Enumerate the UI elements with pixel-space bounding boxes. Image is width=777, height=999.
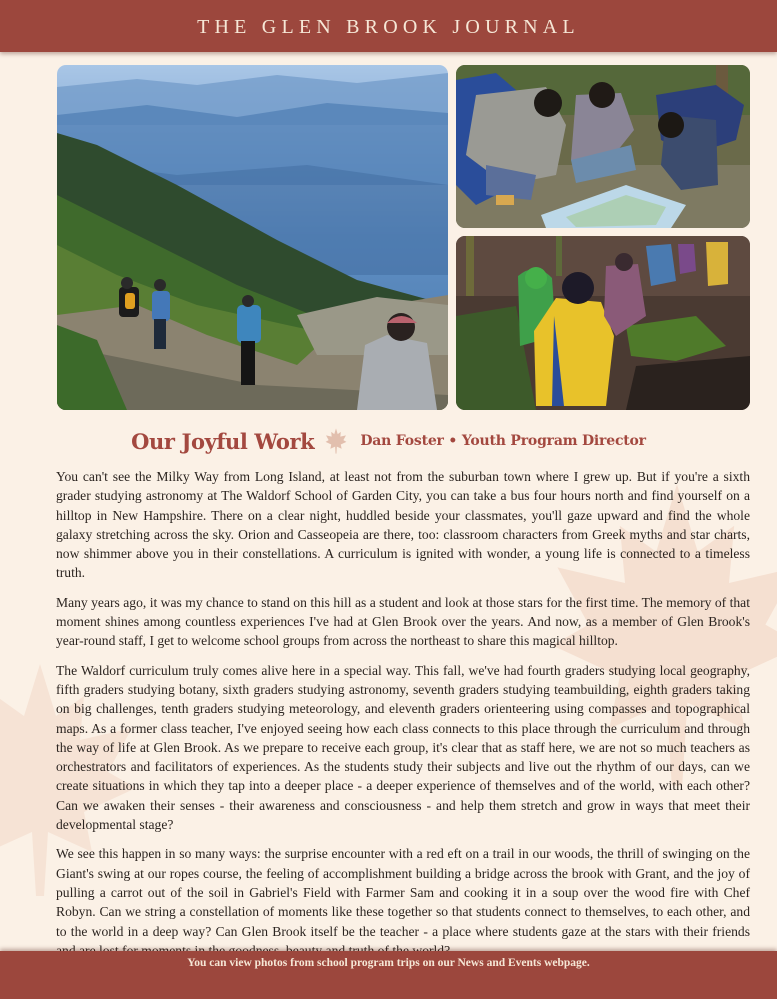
children-stream-photo-image xyxy=(456,236,750,410)
footer-note: You can view photos from school program trips on our News and Events webpage. xyxy=(187,957,590,969)
maple-leaf-icon xyxy=(324,428,348,454)
publication-title: THE GLEN BROOK JOURNAL xyxy=(197,15,580,38)
author-byline: Dan Foster • Youth Program Director xyxy=(360,433,646,449)
article-body xyxy=(56,467,750,999)
article-paragraph: You can't see the Milky Way from Long Island, at least not from the suburban town where I grew up. But if you're a sixth grader studying astronomy at The Waldorf School of Garden City, you can take a bus four hours north and find yourself on a hilltop in New Hampshire. There on a clear night, huddled beside your classmates, you'll gaze upward and find the whole galaxy stretching across the sky. Orion and Casseopeia are there, too: classroom characters from Greek myths and star charts, now shimmer above you in their constellations. A curriculum is ignited with wonder, a young life is connected to a timeless truth. xyxy=(56,469,750,581)
article-paragraph: The Waldorf curriculum truly comes alive here in a special way. This fall, we've had fourth graders studying local geography, fifth graders studying botany, sixth graders studying astronomy, seventh graders studying teambuilding, eighth graders taking on big challenges, tenth graders studying meteorology, and eleventh graders orienteering using compasses and topographical maps. As a former class teacher, I've enjoyed seeing how each class connects to this place through the curriculum and through the way of life at Glen Brook. As we prepare to receive each group, it's clear that as staff here, we are not so much teachers as orchestrators and facilitators of experiences. As the students study their subjects and live out the rhythm of our days, can we create situations in which they tap into a deeper place - a deeper experience of themselves and of the world, with each other? Can we awaken their senses - their awareness and consciousness - and help them stretch and grow in ways that meet their developmental stage? xyxy=(56,662,750,833)
article-title: Our Joyful Work xyxy=(131,428,315,454)
article-header xyxy=(0,424,777,458)
article-paragraph: Many years ago, it was my chance to stand on this hill as a student and look at those stars for the first time. The memory of that moment shines among countless experiences I've had at Glen Brook over the years. And now, as a member of Glen Brook's year-round staff, I get to welcome school groups from across the northeast to share this magical hilltop. xyxy=(56,594,750,649)
photo-students-map xyxy=(456,65,750,228)
students-map-photo-image xyxy=(456,65,750,228)
photo-children-stream xyxy=(456,236,750,410)
article-paragraph: We see this happen in so many ways: the surprise encounter with a red eft on a trail in our woods, the thrill of swinging on the Giant's swing at our ropes course, the feeling of accomplishment building a bridge across the brook with Grant, and the joy of pulling a carrot out of the soil in Gabriel's Field with Farmer Sam and cooking it in a soup over the wood fire with Chef Robyn. Can we string a constellation of moments like these together so that students connect to themselves, to each other, and to the world in a deep way? Can Glen Brook itself be the teacher - a place where students gaze at the stars with their friends xyxy=(56,846,750,939)
hikers-photo-image xyxy=(57,65,448,410)
footer-banner xyxy=(0,951,777,999)
photo-hikers-mountain xyxy=(57,65,448,410)
masthead-banner xyxy=(0,0,777,52)
